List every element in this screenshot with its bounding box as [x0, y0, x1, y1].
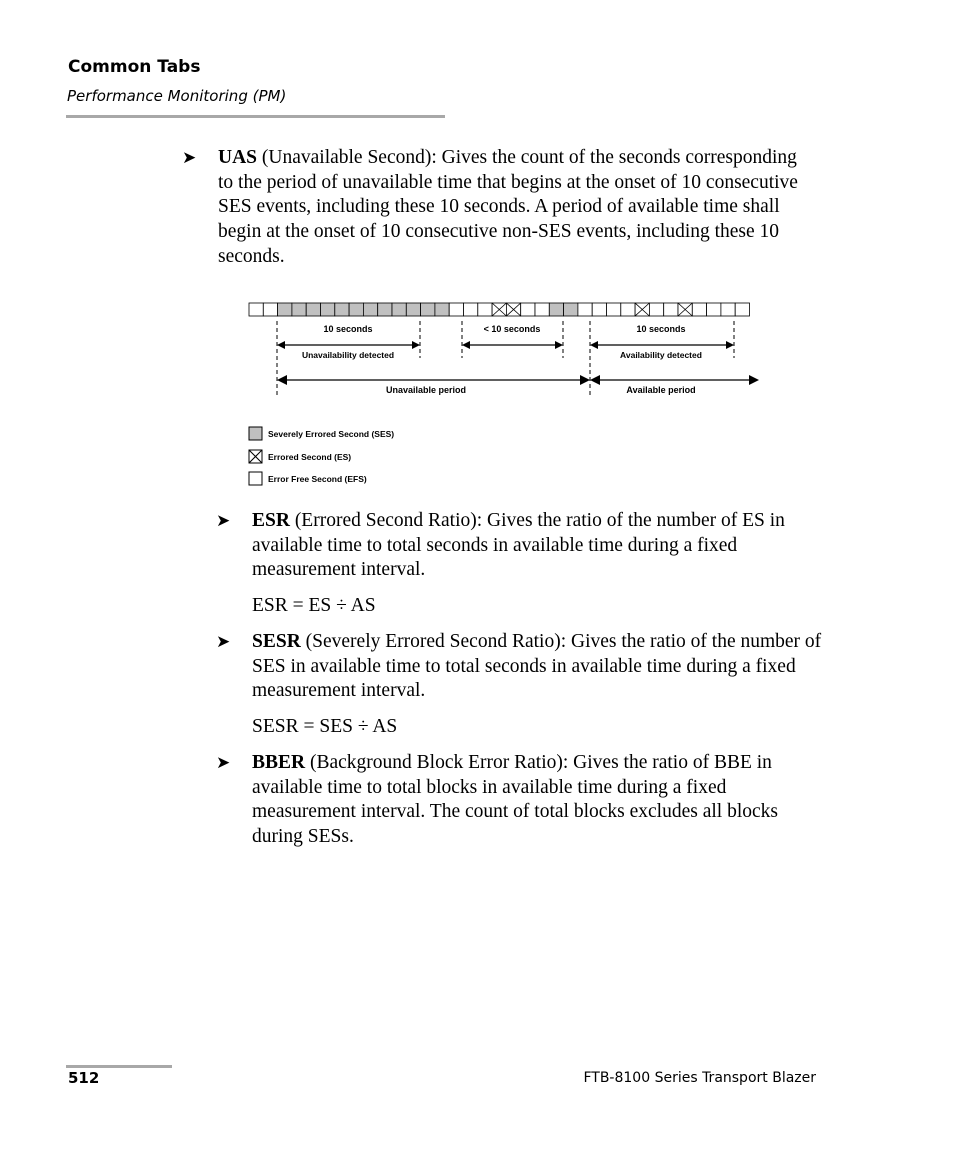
bullet-bber	[216, 751, 812, 850]
timeline-cell-efs	[692, 303, 706, 316]
timeline-cell-efs	[707, 303, 721, 316]
legend-efs-label: Error Free Second (EFS)	[268, 474, 367, 484]
label-10-seconds-1: 10 seconds	[323, 324, 373, 334]
page-header-title: Common Tabs	[68, 57, 201, 77]
timeline-cell-ses	[321, 303, 335, 316]
timeline-cell-efs	[621, 303, 635, 316]
term-uas: UAS	[218, 147, 258, 168]
timeline-cell-efs	[521, 303, 535, 316]
page-number: 512	[68, 1069, 100, 1087]
arrow-bullet-icon: ➤	[216, 511, 231, 531]
timeline-cell-efs	[263, 303, 277, 316]
legend	[249, 427, 394, 485]
timeline-cell-ses	[292, 303, 306, 316]
timeline-cell-efs	[449, 303, 463, 316]
term-sesr: SESR	[252, 631, 301, 652]
label-availability-detected: Availability detected	[620, 350, 702, 360]
timeline-arrowheads	[277, 341, 759, 385]
timeline-cell-ses	[363, 303, 377, 316]
timeline-cell-efs	[664, 303, 678, 316]
header-divider	[66, 115, 445, 118]
timeline-cell-ses	[349, 303, 363, 316]
timeline-cell-efs	[721, 303, 735, 316]
label-unavailable-period: Unavailable period	[385, 385, 467, 395]
label-lt-10-seconds: < 10 seconds	[483, 324, 541, 334]
legend-efs-swatch	[249, 472, 262, 485]
definition-esr: (Errored Second Ratio): Gives the ratio of the number of ES in available time to total seconds in available time during a fixed measurement interval.	[252, 510, 785, 581]
timeline-cell-ses	[278, 303, 292, 316]
formula-sesr: SESR = SES ÷ AS	[252, 716, 398, 737]
timeline-cell-efs	[592, 303, 606, 316]
term-esr: ESR	[252, 510, 290, 531]
timeline-cell-efs	[735, 303, 749, 316]
timeline-cell-ses	[392, 303, 406, 316]
timeline-cell-ses	[378, 303, 392, 316]
timeline-cells	[249, 303, 750, 316]
bullet-uas	[182, 146, 798, 270]
legend-es-label: Errored Second (ES)	[268, 452, 352, 462]
page-header-subtitle: Performance Monitoring (PM)	[67, 87, 287, 105]
definition-sesr: (Severely Errored Second Ratio): Gives the ratio of the number of SES in available time to total seconds in available time during a fixed measurement interval.	[252, 631, 822, 702]
timeline-cell-ses	[435, 303, 449, 316]
timeline-cell-ses	[549, 303, 563, 316]
timeline-cell-efs	[464, 303, 478, 316]
timeline-cell-ses	[406, 303, 420, 316]
label-unavailability-detected: Unavailability detected	[301, 350, 395, 360]
timeline-cell-ses	[335, 303, 349, 316]
formula-esr: ESR = ES ÷ AS	[252, 595, 376, 616]
definition-uas: (Unavailable Second): Gives the count of the seconds corresponding to the period of unavailable time that begins at the onset of 10 consecutive SES events, including these 10 seconds. A period of available time shall begin at the onset of 10 consecutive non-SES events, including these 10 seconds.	[218, 147, 798, 267]
legend-ses-swatch	[249, 427, 262, 440]
label-10-seconds-2: 10 seconds	[636, 324, 686, 334]
timeline-cell-efs	[578, 303, 592, 316]
timeline-cell-ses	[564, 303, 578, 316]
timeline-cell-ses	[306, 303, 320, 316]
document-name: FTB-8100 Series Transport Blazer	[583, 1070, 816, 1086]
timeline-cell-efs	[607, 303, 621, 316]
arrow-bullet-icon: ➤	[216, 753, 231, 773]
label-available-period: Available period	[626, 385, 696, 395]
timeline-cell-efs	[649, 303, 663, 316]
timeline-cell-efs	[249, 303, 263, 316]
footer-divider	[66, 1065, 172, 1068]
bullet-sesr	[216, 630, 822, 704]
legend-ses-label: Severely Errored Second (SES)	[268, 429, 395, 439]
uas-timeline-diagram	[240, 296, 770, 496]
bullet-esr	[216, 509, 822, 583]
definition-bber: (Background Block Error Ratio): Gives the ratio of BBE in available time to total blocks in available time during a fixed measurement interval. The count of total blocks excludes all blocks during SESs.	[252, 752, 778, 848]
timeline-cell-efs	[478, 303, 492, 316]
arrow-bullet-icon: ➤	[182, 148, 197, 168]
timeline-cell-efs	[535, 303, 549, 316]
timeline-cell-ses	[421, 303, 435, 316]
term-bber: BBER	[252, 752, 306, 773]
arrow-bullet-icon: ➤	[216, 632, 231, 652]
